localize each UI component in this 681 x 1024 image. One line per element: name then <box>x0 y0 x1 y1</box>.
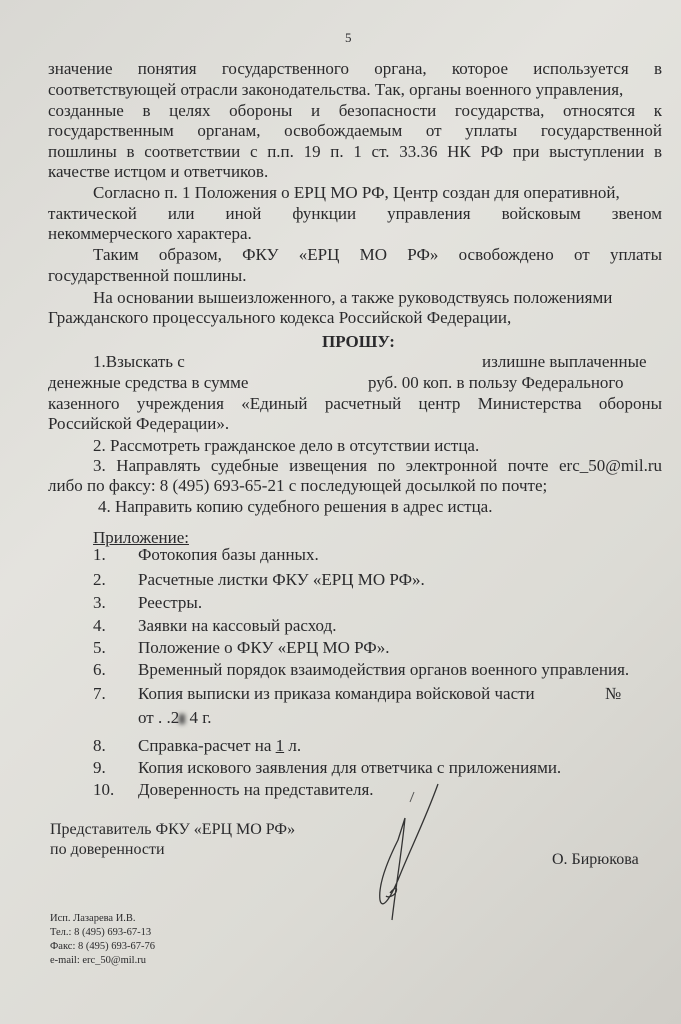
signer-role: Представитель ФКУ «ЕРЦ МО РФ» <box>50 821 296 838</box>
request-1-line3: казенного учреждения «Единый расчетный центр Министерства обороны <box>48 394 662 413</box>
body-line: соответствующей отрасли законодательства. Так, органы военного управления, <box>48 80 624 99</box>
request-1-start: 1.Взыскать с <box>93 352 185 371</box>
page-number: 5 <box>345 30 352 45</box>
attachment-number: 5. <box>93 638 106 657</box>
body-line: На основании вышеизложенного, а также руководствуясь положениями <box>93 288 613 307</box>
handwritten-signature <box>330 780 460 940</box>
attachment-item: Расчетные листки ФКУ «ЕРЦ МО РФ». <box>138 570 425 589</box>
signer-role-2: по доверенности <box>50 841 165 858</box>
attachment-number: 1. <box>93 545 106 564</box>
request-heading: ПРОШУ: <box>322 332 395 351</box>
attachment-number: 8. <box>93 736 106 755</box>
request-3-line2: либо по факсу: 8 (495) 693-65-21 с последующей досылкой по почте; <box>48 476 548 495</box>
executor-name: Исп. Лазарева И.В. <box>50 913 136 924</box>
body-line: некоммерческого характера. <box>48 224 252 243</box>
date-prefix: от . .2 <box>138 708 180 727</box>
date-suffix: 4 г. <box>189 708 212 727</box>
body-line: Таким образом, ФКУ «ЕРЦ МО РФ» освобождено от уплаты <box>93 245 662 264</box>
number-sign: № <box>605 684 622 703</box>
page-unit: л. <box>288 736 302 755</box>
body-line: пошлины в соответствии с п.п. 19 п. 1 ст. 33.36 НК РФ при выступлении в <box>48 142 662 161</box>
request-3-line1: 3. Направлять судебные извещения по электронной почте erc_50@mil.ru <box>93 456 662 475</box>
body-line: значение понятия государственного органа, которое используется в <box>48 59 662 78</box>
body-line: Гражданского процессуального кодекса Российской Федерации, <box>48 308 512 327</box>
request-1-line2a: денежные средства в сумме <box>48 373 249 392</box>
executor-phone: Тел.: 8 (495) 693-67-13 <box>50 927 152 938</box>
attachment-item: Заявки на кассовый расход. <box>138 616 337 635</box>
page-count: 1 <box>275 736 285 755</box>
attachment-item: Реестры. <box>138 593 203 612</box>
body-line: государственным органам, освобождаемым от уплаты государственной <box>48 121 662 140</box>
request-1-end: излишне выплаченные <box>482 352 647 371</box>
attachment-item: Копия выписки из приказа командира войсковой части <box>138 684 535 703</box>
request-1-line2b: руб. 00 коп. в пользу Федерального <box>368 373 624 392</box>
request-2: 2. Рассмотреть гражданское дело в отсутствии истца. <box>93 436 480 455</box>
body-line: государственной пошлины. <box>48 266 247 285</box>
attachment-item: Фотокопия базы данных. <box>138 545 319 564</box>
attachment-number: 6. <box>93 660 106 679</box>
attachment-item: Временный порядок взаимодействия органов военного управления. <box>138 660 630 679</box>
attachments-heading: Приложение: <box>93 528 189 547</box>
redaction-blur <box>179 714 185 724</box>
attachment-item-date <box>138 708 212 728</box>
executor-fax: Факс: 8 (495) 693-67-76 <box>50 941 155 952</box>
attachment-number: 10. <box>93 780 115 799</box>
attachment-number: 7. <box>93 684 106 703</box>
attachment-item: Доверенность на представителя. <box>138 780 374 799</box>
attachment-item <box>138 736 301 756</box>
attachment-number: 4. <box>93 616 106 635</box>
signer-name: О. Бирюкова <box>552 851 639 868</box>
attachment-number: 2. <box>93 570 106 589</box>
request-1-line4: Российской Федерации». <box>48 414 230 433</box>
body-line: тактической или иной функции управления войсковым звеном <box>48 204 662 223</box>
request-4: 4. Направить копию судебного решения в адрес истца. <box>98 497 493 516</box>
body-line: качестве истцом и ответчиков. <box>48 162 269 181</box>
attachment-text: Справка-расчет на <box>138 736 272 755</box>
body-line: созданные в целях обороны и безопасности государства, относятся к <box>48 101 662 120</box>
attachment-item: Положение о ФКУ «ЕРЦ МО РФ». <box>138 638 390 657</box>
attachment-number: 3. <box>93 593 106 612</box>
attachment-item: Копия искового заявления для ответчика с приложениями. <box>138 758 562 777</box>
executor-email: e-mail: erc_50@mil.ru <box>50 955 146 966</box>
attachment-number: 9. <box>93 758 106 777</box>
body-line: Согласно п. 1 Положения о ЕРЦ МО РФ, Центр создан для оперативной, <box>93 183 620 202</box>
